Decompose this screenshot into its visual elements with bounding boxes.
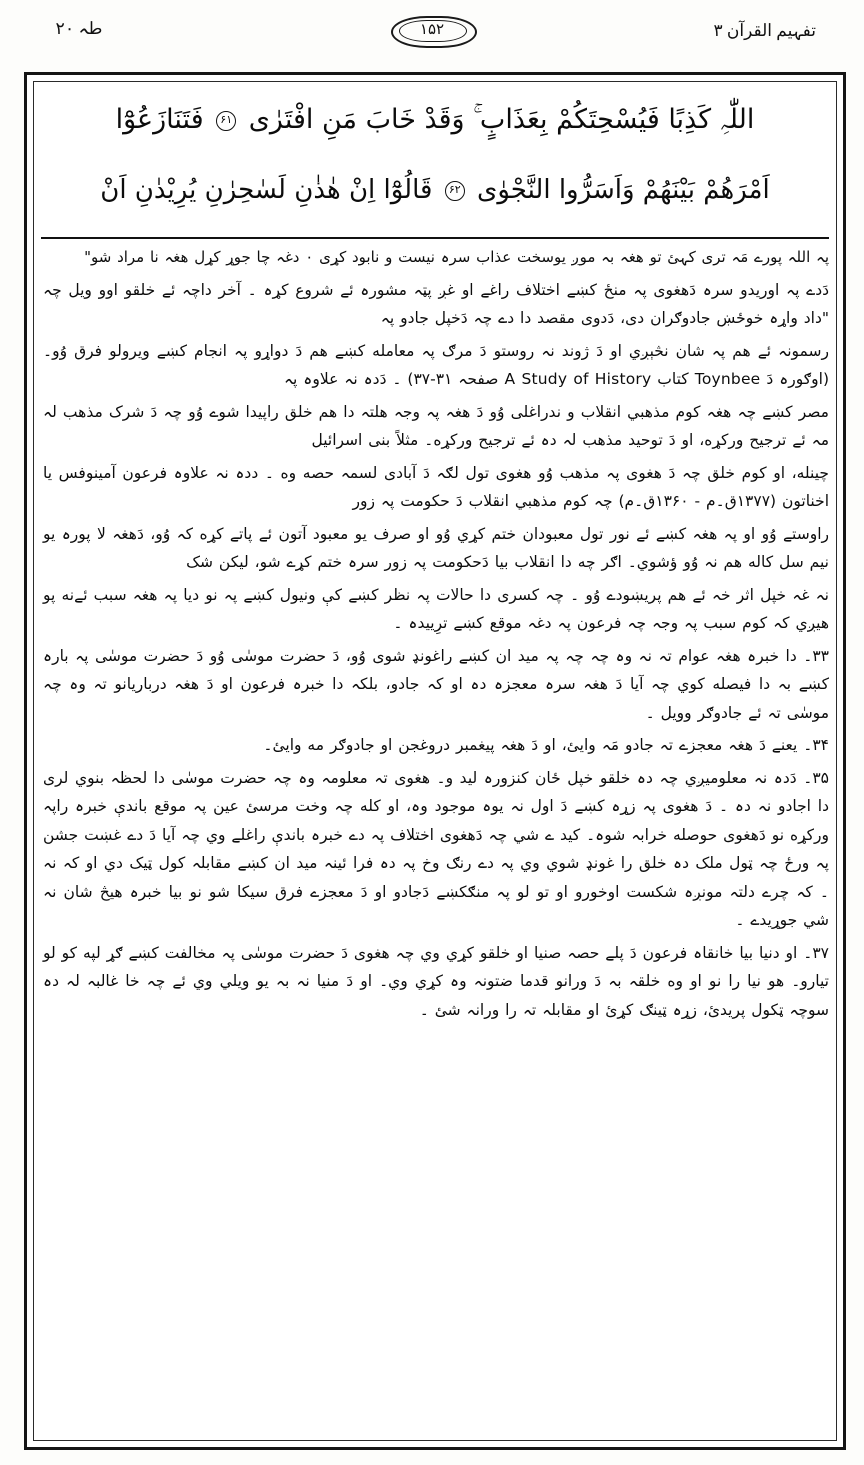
quran-line-1 [41, 85, 829, 155]
paragraph-6: راوستے وُو او پہ ھغہ کښے ئے نور تول معبودان ختم کړي وُو او صرف یو معبود آتون ئے پاتے کړه کہ وُو، دَھغہ لا پورہ یو نیم سل کاله ھم نہ وُو ؤشوي۔ اګر چه دا انقلاب بیا دَحکومت پہ زور سرہ ختم کړے شو، لیکن شک [43, 524, 829, 571]
footnote-33: ۳۳۔ دا خبرہ ھغہ عوام تہ نہ وہ چہ چہ پہ مید ان کښے راغونډ شوی وُو، دَ حضرت موسٰی وُو دَ حضرت موسٰی پہ بارہ کښے بہ دا فیصله کوي چہ آیا دَ ھغہ سرہ معجزہ دہ او کہ جادو، بلکہ دا خبرہ فرعون او دَ ھغہ درباریانو تہ وہ چہ موسٰی تہ ئے جادوګر وویل ۔ [43, 646, 829, 722]
paragraph-4: مصر کښے چہ ھغہ کوم مذھبي انقلاب و ندراغلی وُو دَ ھغہ پہ وجہ ھلتہ دا ھم خلق راپیدا شوے وُو چہ دَ شرک مذھب لہ مہ ئے ترجیح ورکړه، او دَ توحید مذھب لہ دہ ئے ترجیح ورکړه۔ مثلاً بنی اسرائیل [43, 402, 829, 449]
footnote-35: ۳۵۔ دَدہ نہ معلومیږي چہ دہ خلقو خپل ځان کنزورہ لید و۔ ھغوی تہ معلومہ وہ چہ حضرت موسٰی دا لحظہ بنوي لری دا اجادو نہ دہ ۔ دَ ھغوی پہ زړہ کښے دَ اول نہ یوہ موجود وہ، او کله چہ وخت مرسئ عین پہ موقع باندې خبرہ راپہ ورکړه نو دَھغوی حوصله خرابہ شوہ۔ کید ے شي چہ دَھغوی اختلاف پہ دے خبرہ باندې راغلے وي چہ آیا دَ دے غښت جشن پہ ورځ چہ ټول ملک دہ خلق را غونډ شوي وي پہ دے رنګ وخ پہ دہ فرا ئینہ مید ان کښے مقابلہ کول ټیک دي او کہ نہ ۔ کہ چرے دلتہ مونږہ شکست اوخورو او تو لو پہ منګکښے دَجادو او دَ معجزے فرق سیکا شو نو بیا خبرہ ھیڅ شان نہ شي جوړیدے ۔ [43, 768, 829, 929]
quran-verse-block [41, 85, 829, 239]
quran-line-2 [41, 155, 829, 225]
quran-line-1-text: اللّٰہِ کَذِبًا فَیُسْحِتَکُمْ بِعَذَابٍ ۚ وَقَدْ خَابَ مَنِ افْتَرٰی [248, 104, 755, 135]
paragraph-translation: پہ اللہ پورے مَہ تری کہئ تو ھغہ بہ موږ یوسخت عذاب سرہ نیست و نابود کړی ۰ دغہ چا جوړ کړل ھغہ نا مراد شو" [84, 248, 829, 266]
header-left-label: طہ ۲۰ [55, 19, 103, 38]
paragraph-2: دَدے پہ اوریدو سرہ دَھغوی پہ منځ کښے اختلاف راغے او غږ پټہ مشورہ ئے شروع کړہ ۔ آخر داچہ ئے خلقو اوو ویل چہ "داد واړہ خوځښ جادوګران دی، دَدوی مقصد دا دے چہ دَخپل جادو پہ [43, 280, 829, 327]
paragraph-7: نہ غہ خپل اثر خہ ئے ھم پریښودے وُو ۔ چہ کسری دا حالات پہ نظر کښے کې ونیول کښے پہ نو دیا پہ ھغہ سبب ئےنه پو ھیږي کہ کوم سبب پہ وجہ چہ فرعون پہ دغہ موقع کښے ترِییدہ ۔ [43, 585, 829, 632]
paragraph-3: رسمونہ ئے ھم پہ شان نڅېږي او دَ ژوند نہ روستو دَ مرګ پہ معامله کښے ھم دَ دواړو پہ انجام کښے ویرولو فرق وُو۔ (اوګورہ دَ Toynbee کتاب A Study of History صفحہ ۳۱-۳۷) ۔ دَدہ نہ علاوہ پہ [43, 341, 829, 388]
quran-line-2-text: اَمْرَھُمْ بَیْنَھُمْ وَاَسَرُّوا النَّجْوٰی [477, 175, 770, 205]
commentary-body [43, 243, 829, 1439]
footnote-37: ۳۷۔ او دنیا بیا خانقاہ فرعون دَ پلے حصہ صنیا او خلقو کړي وي چہ ھغوی دَ حضرت موسٰی پہ مخالفت کښے ګړ لپه کو لو تیارو۔ ھو نیا را نو او وه خلقہ بہ دَ ورانو قدما ضتونہ وہ کړي وي۔ او دَ منیا نہ بہ یو ویلي وي ئے چہ خا غالبہ لہ دہ سوچہ ټکول پریدئ، زړہ ټینګ کړئ او مقابلہ تہ را ورانہ شئ ۔ [43, 943, 829, 1019]
paragraph-5: چینله، او کوم خلق چہ دَ ھغوی پہ مذھب وُو ھغوی تول لګہ دَ آبادی لسمہ حصه وه ۔ ددہ نہ علاوہ فرعون آمینوفس یا اخناتون (۱۳۷۷ق۔م - ۱۳۶۰ق۔م) چہ کوم مذھبي انقلاب دَ حکومت پہ زور [43, 463, 829, 510]
footnote-34: ۳۴۔ یعنے دَ ھغہ معجزے تہ جادو مَہ وایئ، او دَ ھغہ پیغمبر دروغجن او جادوګر مه وایئ۔ [263, 736, 829, 754]
page-frame [24, 72, 846, 1450]
page-header [0, 0, 864, 68]
quran-line-2-tail: قَالُوْٓا اِنْ ھٰذٰنِ لَسٰحِرٰنِ یُرِیْدٰنِ اَنْ [100, 175, 433, 205]
ayah-number-61: ۶۱ [216, 111, 236, 131]
header-right-label: تفہیم القرآن ۳ [713, 21, 816, 40]
header-ornament [385, 8, 479, 52]
page-number: ۱۵۲ [419, 22, 445, 38]
ayah-number-62: ۶۲ [445, 181, 465, 201]
quran-line-1-tail: فَتَنَازَعُوْٓا [115, 104, 204, 135]
